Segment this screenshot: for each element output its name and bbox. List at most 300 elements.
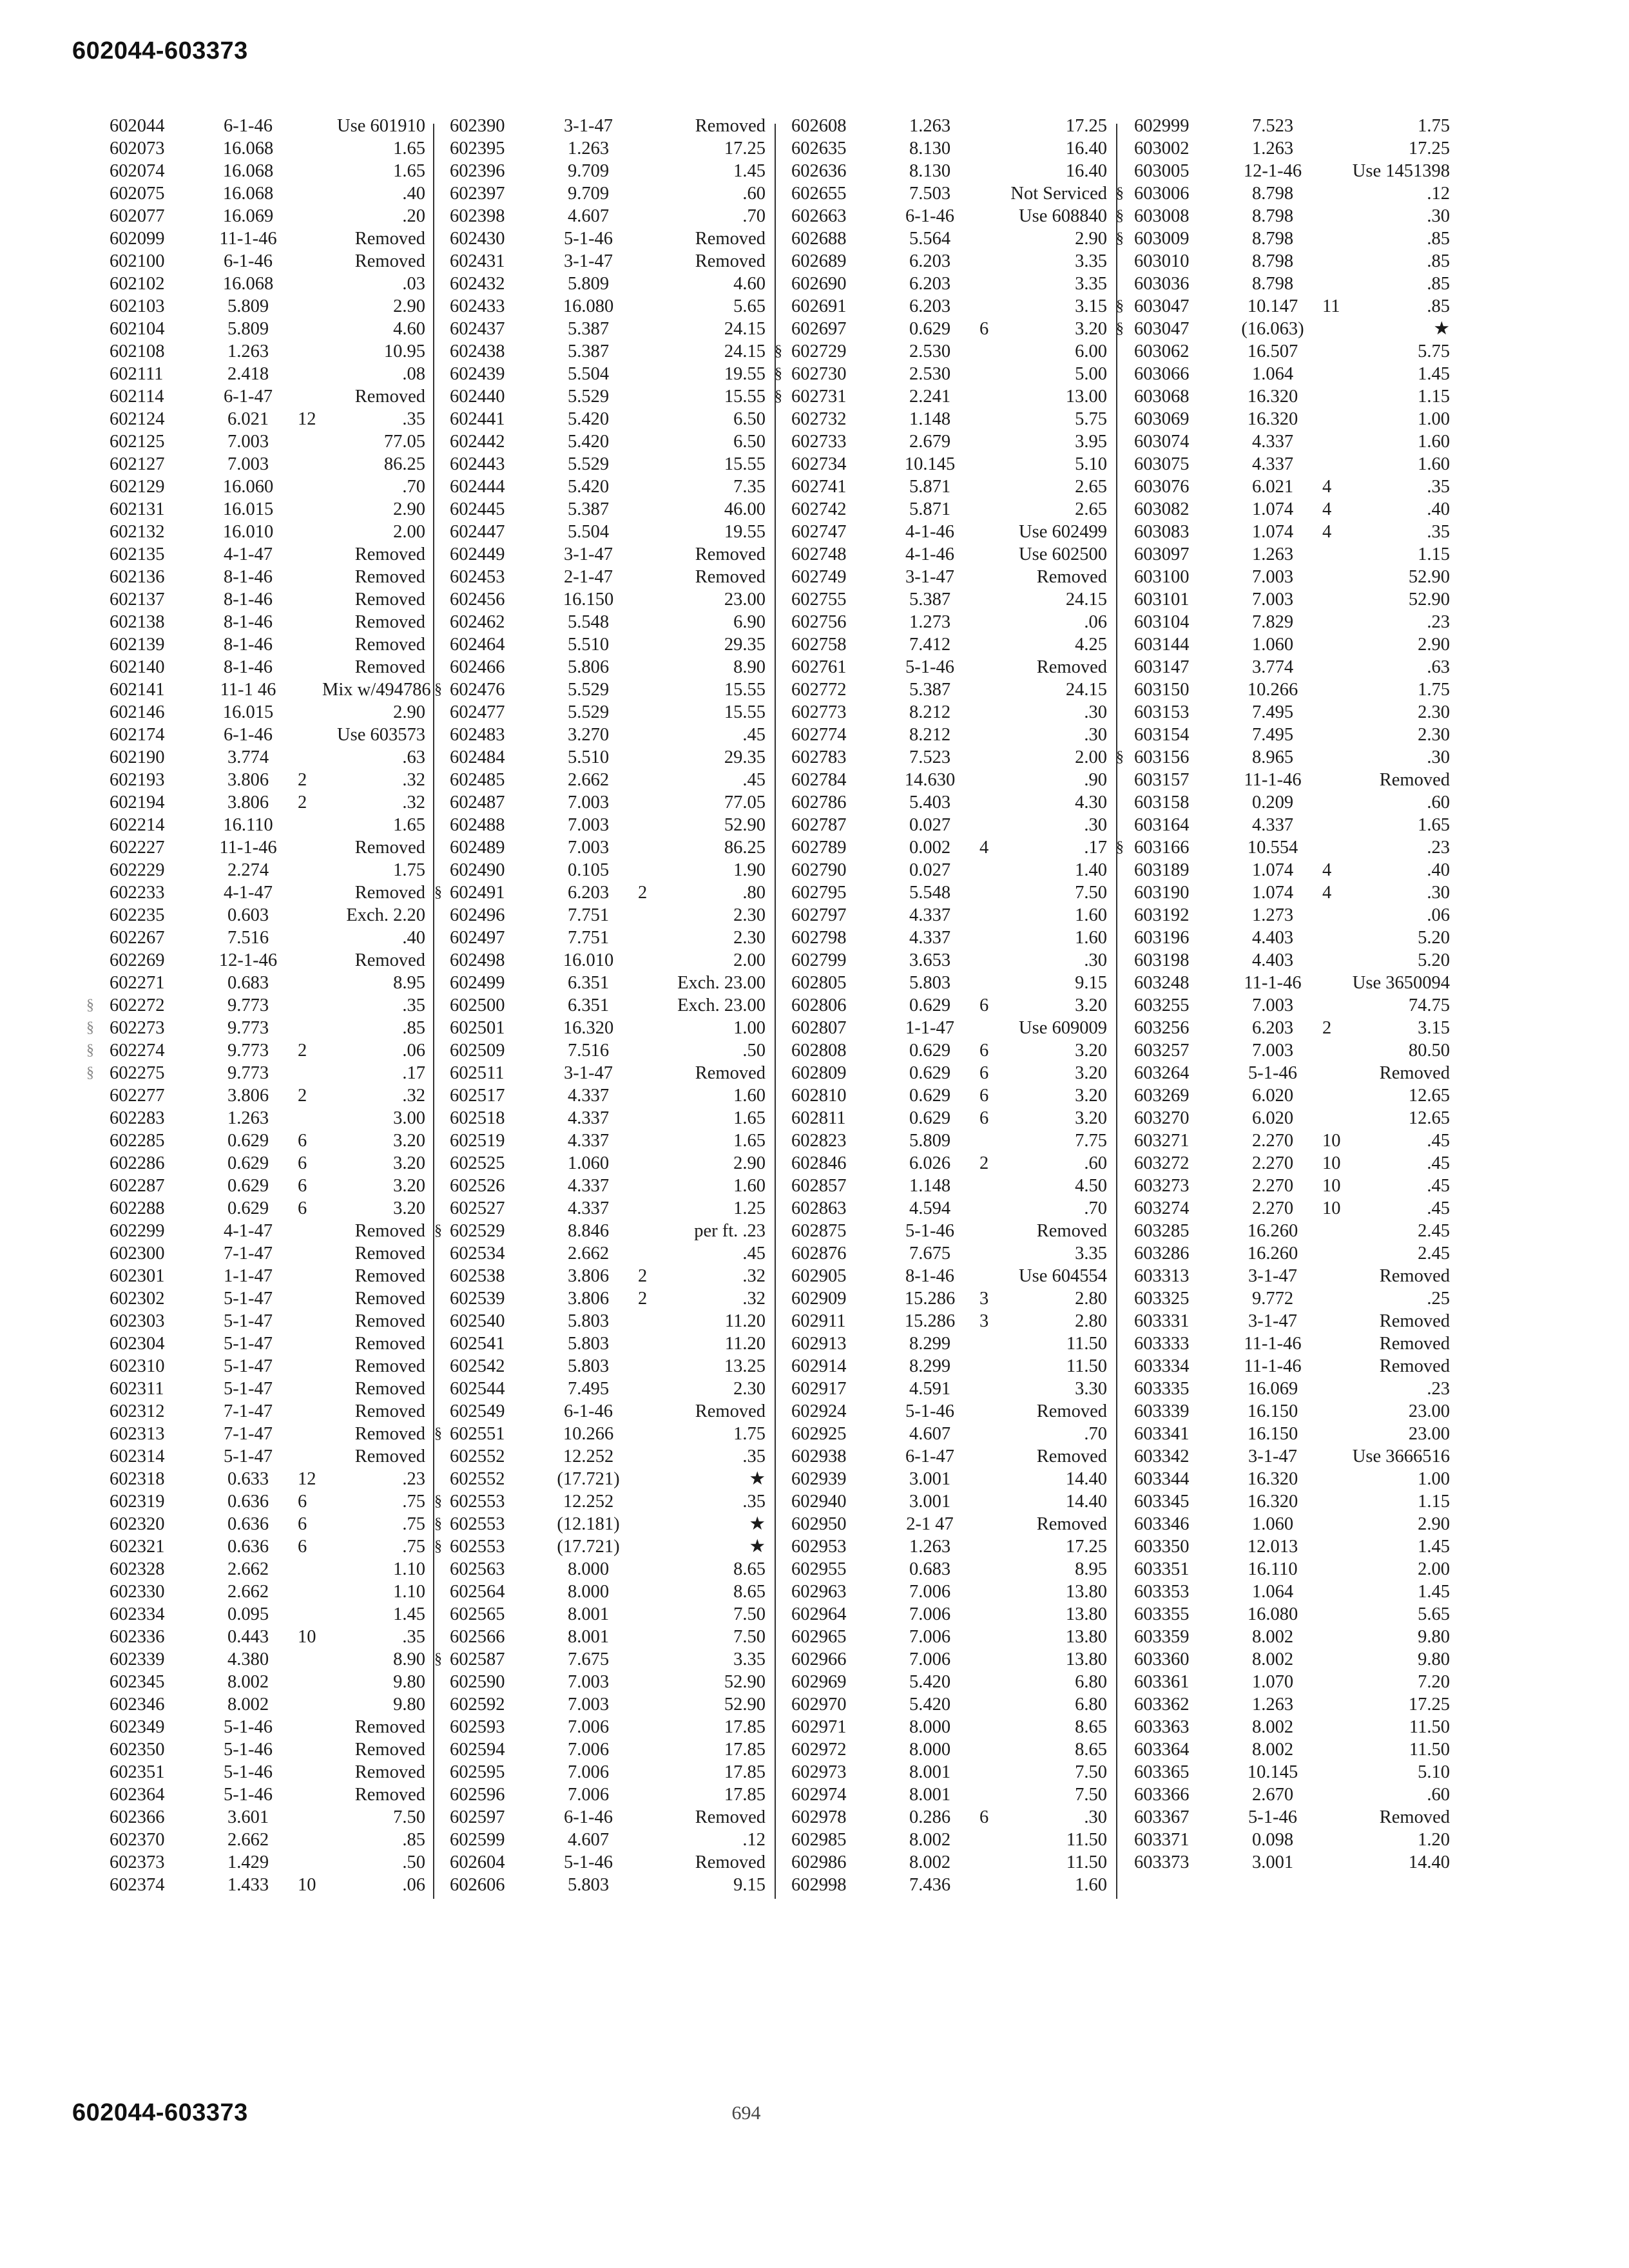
part-reference: 10.145 [904,454,956,474]
parts-row [1134,1332,1469,1355]
part-number: 603351 [1134,1559,1190,1579]
price-or-status: Use 602500 [1019,544,1107,564]
part-reference: 7.523 [909,747,951,767]
part-reference: 5.529 [567,680,610,700]
part-number: 603365 [1134,1762,1190,1782]
part-reference: 1.074 [1251,860,1294,880]
parts-row [450,588,785,611]
part-reference: 1.273 [909,612,951,632]
part-number: 602905 [791,1266,847,1286]
price-or-status: Use 602499 [1019,522,1107,542]
price-or-status: Removed [354,1446,425,1466]
price-or-status: .85 [402,1018,425,1038]
part-reference: 16.110 [1248,1559,1298,1579]
part-reference: 7.829 [1251,612,1294,632]
price-or-status: 9.80 [393,1695,425,1715]
parts-column-2 [450,115,785,1896]
price-or-status: 1.90 [733,860,766,880]
price-or-status: 1.45 [1418,1582,1450,1602]
parts-row [110,1806,445,1829]
parts-row [791,1310,1126,1332]
price-or-status: Removed [354,657,425,677]
part-reference: 0.443 [227,1627,269,1647]
part-reference: 8.002 [909,1852,951,1872]
price-or-status: 9.80 [393,1672,425,1692]
parts-row [110,1558,445,1581]
part-reference: 0.098 [1251,1830,1294,1850]
part-reference: 12.252 [563,1446,614,1466]
parts-row [110,1242,445,1265]
price-or-status: 2.00 [1418,1559,1450,1579]
section-mark: § [1116,230,1124,247]
parts-row [1134,1062,1469,1084]
parts-row [791,724,1126,746]
parts-row [450,1175,785,1197]
parts-row [1134,566,1469,588]
parts-row [110,1197,445,1220]
price-or-status: 3.30 [1075,1379,1107,1399]
parts-row [450,1242,785,1265]
part-reference: 5.387 [909,680,951,700]
part-number: 602551 [450,1424,505,1444]
parts-row [1134,1581,1469,1603]
part-reference: 5.420 [909,1695,951,1715]
part-reference: 10.147 [1247,296,1298,316]
price-or-status: 3.20 [393,1198,425,1218]
part-reference: 4.337 [567,1131,610,1151]
part-number: 602303 [110,1311,165,1331]
price-or-status: 15.55 [724,680,766,700]
parts-row [450,1648,785,1671]
parts-row [791,1107,1126,1129]
price-or-status: 1.00 [1418,1469,1450,1489]
part-number: 602328 [110,1559,165,1579]
part-number: 603008 [1134,206,1190,226]
parts-row [450,115,785,137]
parts-row [450,1581,785,1603]
parts-row [110,927,445,949]
part-number: 602542 [450,1356,505,1376]
parts-row [791,227,1126,250]
price-or-status: Removed [1036,1221,1107,1241]
parts-row [791,1874,1126,1896]
part-reference: 3-1-47 [564,1063,613,1083]
part-number: 602909 [791,1289,847,1309]
part-number: 602235 [110,905,165,925]
parts-row [110,881,445,904]
price-or-status: 8.95 [1075,1559,1107,1579]
price-or-status: 12.65 [1408,1108,1450,1128]
part-reference: 5.387 [909,590,951,610]
part-reference: 6-1-46 [224,116,273,136]
part-number: 602938 [791,1446,847,1466]
part-number: 602443 [450,454,505,474]
price-or-status: 29.35 [724,635,766,655]
parts-row [791,1851,1126,1874]
part-reference: 12-1-46 [218,950,278,970]
parts-row [1134,318,1469,340]
price-or-status: Removed [354,1356,425,1376]
part-reference: 8.798 [1251,251,1294,271]
package-quantity: 6 [298,1537,307,1557]
price-or-status: Removed [354,1762,425,1782]
price-or-status: .30 [1084,950,1107,970]
parts-row [791,250,1126,273]
price-or-status: 3.20 [1075,1108,1107,1128]
package-quantity: 10 [1322,1198,1341,1218]
parts-row [450,453,785,476]
parts-row [791,408,1126,430]
price-or-status: 1.65 [733,1108,766,1128]
part-reference: 6.021 [1251,477,1294,497]
part-number: 602397 [450,184,505,204]
price-or-status: .45 [742,1244,766,1264]
parts-row [450,1626,785,1648]
price-or-status: 16.40 [1065,139,1107,159]
parts-row [1134,1445,1469,1468]
margin-section-mark: § [86,1064,94,1081]
part-number: 603083 [1134,522,1190,542]
part-reference: 8.798 [1251,229,1294,249]
part-number: 602190 [110,747,165,767]
part-number: 603150 [1134,680,1190,700]
margin-section-mark: § [86,997,94,1014]
parts-row [1134,1175,1469,1197]
part-reference: 0.209 [1251,793,1294,812]
part-reference: 6.203 [909,274,951,294]
price-or-status: 24.15 [1065,680,1107,700]
part-reference: 0.629 [227,1131,269,1151]
parts-row [791,1355,1126,1378]
parts-row [1134,1220,1469,1242]
price-or-status: .06 [1084,612,1107,632]
part-reference: 5-1-47 [224,1356,273,1376]
part-number: 603074 [1134,432,1190,452]
price-or-status: 86.25 [383,454,425,474]
price-or-status: Removed [1379,770,1450,790]
price-or-status: 52.90 [1408,590,1450,610]
package-quantity: 4 [1322,477,1332,497]
parts-row [450,1287,785,1310]
price-or-status: 13.80 [1065,1582,1107,1602]
price-or-status: Removed [695,544,766,564]
price-or-status: .70 [402,477,425,497]
price-or-status: 1.60 [733,1086,766,1106]
parts-row [450,566,785,588]
price-or-status: Removed [1036,1514,1107,1534]
part-number: 602334 [110,1604,165,1624]
part-reference: 1.060 [1251,1514,1294,1534]
price-or-status: 1.45 [393,1604,425,1624]
price-or-status: .40 [1427,860,1450,880]
part-reference: 2.270 [1251,1198,1294,1218]
parts-row [110,566,445,588]
price-or-status: .40 [402,928,425,948]
section-mark: § [1116,749,1124,765]
parts-row [1134,1535,1469,1558]
price-or-status: 2.90 [393,702,425,722]
price-or-status: Mix w/494786 [322,680,431,700]
price-or-status: 11.50 [1066,1334,1107,1354]
price-or-status: 9.15 [1075,973,1107,993]
part-reference: 8.299 [909,1334,951,1354]
part-number: 602594 [450,1740,505,1760]
parts-row [1134,1242,1469,1265]
part-number: 603344 [1134,1469,1190,1489]
part-number: 602345 [110,1672,165,1692]
parts-row [450,611,785,633]
part-number: 602430 [450,229,505,249]
price-or-status: 2.65 [1075,477,1107,497]
parts-row [1134,949,1469,972]
price-or-status: .45 [1427,1153,1450,1173]
part-reference: 12-1-46 [1243,161,1302,181]
parts-row [1134,1265,1469,1287]
price-or-status: Removed [354,1785,425,1805]
parts-row [450,633,785,656]
parts-row [791,1829,1126,1851]
part-number: 602140 [110,657,165,677]
price-or-status: 2.90 [1075,229,1107,249]
price-or-status: 6.50 [733,432,766,452]
part-reference: 7.495 [1251,725,1294,745]
package-quantity: 6 [979,995,989,1015]
parts-row [791,205,1126,227]
part-reference: 1.429 [227,1852,269,1872]
parts-row [110,1693,445,1716]
parts-row [110,205,445,227]
part-reference: 16.010 [222,522,274,542]
part-number: 602540 [450,1311,505,1331]
parts-row [791,611,1126,633]
part-reference: (17.721) [557,1537,620,1557]
part-number: 602214 [110,815,165,835]
package-quantity: 2 [298,1041,307,1061]
parts-row [450,814,785,836]
part-number: 602286 [110,1153,165,1173]
parts-row [1134,791,1469,814]
part-number: 602288 [110,1198,165,1218]
price-or-status: Removed [354,1334,425,1354]
part-reference: 4.337 [567,1108,610,1128]
parts-row [791,1806,1126,1829]
part-number: 602732 [791,409,847,429]
price-or-status: 2.90 [393,499,425,519]
price-or-status: 11.20 [724,1334,766,1354]
parts-row [110,1513,445,1535]
part-reference: (17.721) [557,1469,620,1489]
part-reference: 8.000 [567,1559,610,1579]
part-number: 602075 [110,184,165,204]
parts-row [450,701,785,724]
part-reference: 3.001 [909,1492,951,1512]
part-number: 602729 [791,341,847,361]
parts-row [110,746,445,769]
parts-row [791,1039,1126,1062]
part-reference: 7.003 [227,454,269,474]
part-reference: 2.662 [567,1244,610,1264]
part-number: 603164 [1134,815,1190,835]
part-reference: 5.809 [227,319,269,339]
parts-row [791,994,1126,1017]
part-number: 603166 [1134,838,1190,858]
parts-row [450,1693,785,1716]
part-number: 602965 [791,1627,847,1647]
price-or-status: 11.50 [1066,1356,1107,1376]
parts-row [450,1220,785,1242]
parts-row [110,453,445,476]
parts-row [1134,1648,1469,1671]
part-reference: 4.607 [567,206,610,226]
parts-row [450,1829,785,1851]
part-reference: 2.274 [227,860,269,880]
parts-row [791,1265,1126,1287]
price-or-status: 2.30 [733,1379,766,1399]
price-or-status: Removed [1379,1266,1450,1286]
part-reference: 6-1-46 [564,1807,613,1827]
part-reference: 16.320 [1247,387,1298,407]
part-reference: 5.420 [909,1672,951,1692]
part-reference: 5-1-46 [564,1852,613,1872]
part-number: 602311 [110,1379,164,1399]
price-or-status: .85 [1427,229,1450,249]
part-reference: 3.806 [567,1266,610,1286]
part-reference: 6.203 [567,883,610,903]
price-or-status: Removed [354,1717,425,1737]
part-reference: 7.436 [909,1875,951,1895]
part-reference: 10.266 [563,1424,614,1444]
part-reference: 4.337 [567,1176,610,1196]
part-reference: 7.412 [909,635,951,655]
part-reference: 11-1-46 [1244,1356,1302,1376]
part-number: 602073 [110,139,165,159]
part-reference: 3.653 [909,950,951,970]
parts-row [1134,588,1469,611]
part-reference: 0.286 [909,1807,951,1827]
package-quantity: 3 [979,1289,989,1309]
part-number: 603075 [1134,454,1190,474]
part-reference: 1.060 [1251,635,1294,655]
part-number: 603271 [1134,1131,1190,1151]
price-or-status: .06 [402,1041,425,1061]
price-or-status: 2.30 [733,905,766,925]
parts-row [791,949,1126,972]
price-or-status: 1.60 [1075,1875,1107,1895]
price-or-status: 7.75 [1075,1131,1107,1151]
part-number: 602998 [791,1875,847,1895]
parts-row [110,1445,445,1468]
parts-row [110,1400,445,1423]
parts-row [1134,927,1469,949]
price-or-status: Removed [695,1063,766,1083]
parts-row [1134,521,1469,543]
parts-row [450,1084,785,1107]
parts-row [1134,476,1469,498]
part-number: 603255 [1134,995,1190,1015]
part-number: 602174 [110,725,165,745]
price-or-status: 8.95 [393,973,425,993]
parts-row [110,791,445,814]
part-reference: 3.001 [909,1469,951,1489]
price-or-status: 4.60 [733,274,766,294]
price-or-status: Removed [1379,1311,1450,1331]
parts-row [791,1581,1126,1603]
part-number: 602349 [110,1717,165,1737]
part-reference: 9.773 [227,1063,269,1083]
price-or-status: 8.65 [733,1582,766,1602]
parts-row [110,1716,445,1738]
part-reference: 5.387 [567,341,610,361]
part-reference: 16.060 [222,477,274,497]
price-or-status: .08 [402,364,425,384]
part-reference: 6.351 [567,995,610,1015]
parts-row [791,273,1126,295]
part-reference: 1.263 [567,139,610,159]
price-or-status: 52.90 [1408,567,1450,587]
part-number: 602267 [110,928,165,948]
part-reference: 8.965 [1251,747,1294,767]
parts-row [450,678,785,701]
part-reference: 4.337 [1251,432,1294,452]
price-or-status: Use 609009 [1019,1018,1107,1038]
parts-row [1134,1761,1469,1783]
part-reference: 8.002 [909,1830,951,1850]
section-mark: § [1116,207,1124,224]
part-number: 602132 [110,522,165,542]
part-reference: 6.203 [909,251,951,271]
part-number: 603355 [1134,1604,1190,1624]
price-or-status: 17.25 [1408,1695,1450,1715]
parts-row [450,363,785,385]
price-or-status: 7.20 [1418,1672,1450,1692]
parts-row [110,408,445,430]
part-number: 602285 [110,1131,165,1151]
part-reference: 9.709 [567,161,610,181]
part-number: 602857 [791,1176,847,1196]
part-reference: 4.594 [909,1198,951,1218]
parts-row [1134,1783,1469,1806]
part-reference: 1.433 [227,1875,269,1895]
part-number: 603345 [1134,1492,1190,1512]
parts-row [1134,1468,1469,1490]
part-reference: 8.002 [1251,1717,1294,1737]
parts-row [791,814,1126,836]
price-or-status: 3.35 [1075,251,1107,271]
part-number: 602125 [110,432,165,452]
price-or-status: 6.00 [1075,341,1107,361]
parts-row [110,656,445,678]
part-number: 603269 [1134,1086,1190,1106]
part-reference: 6-1-47 [224,387,273,407]
part-reference: 16.068 [222,161,274,181]
parts-row [450,1332,785,1355]
parts-row [791,791,1126,814]
part-number: 602749 [791,567,847,587]
part-number: 602108 [110,341,165,361]
parts-row [791,498,1126,521]
parts-row [791,521,1126,543]
part-number: 602496 [450,905,505,925]
part-number: 602748 [791,544,847,564]
section-mark: § [434,1538,442,1555]
package-quantity: 2 [638,883,648,903]
price-or-status: Removed [354,229,425,249]
part-number: 602304 [110,1334,165,1354]
price-or-status: 1.60 [1418,454,1450,474]
part-number: 602313 [110,1424,165,1444]
price-or-status: Exch. 23.00 [677,973,766,993]
section-mark: § [775,388,782,405]
